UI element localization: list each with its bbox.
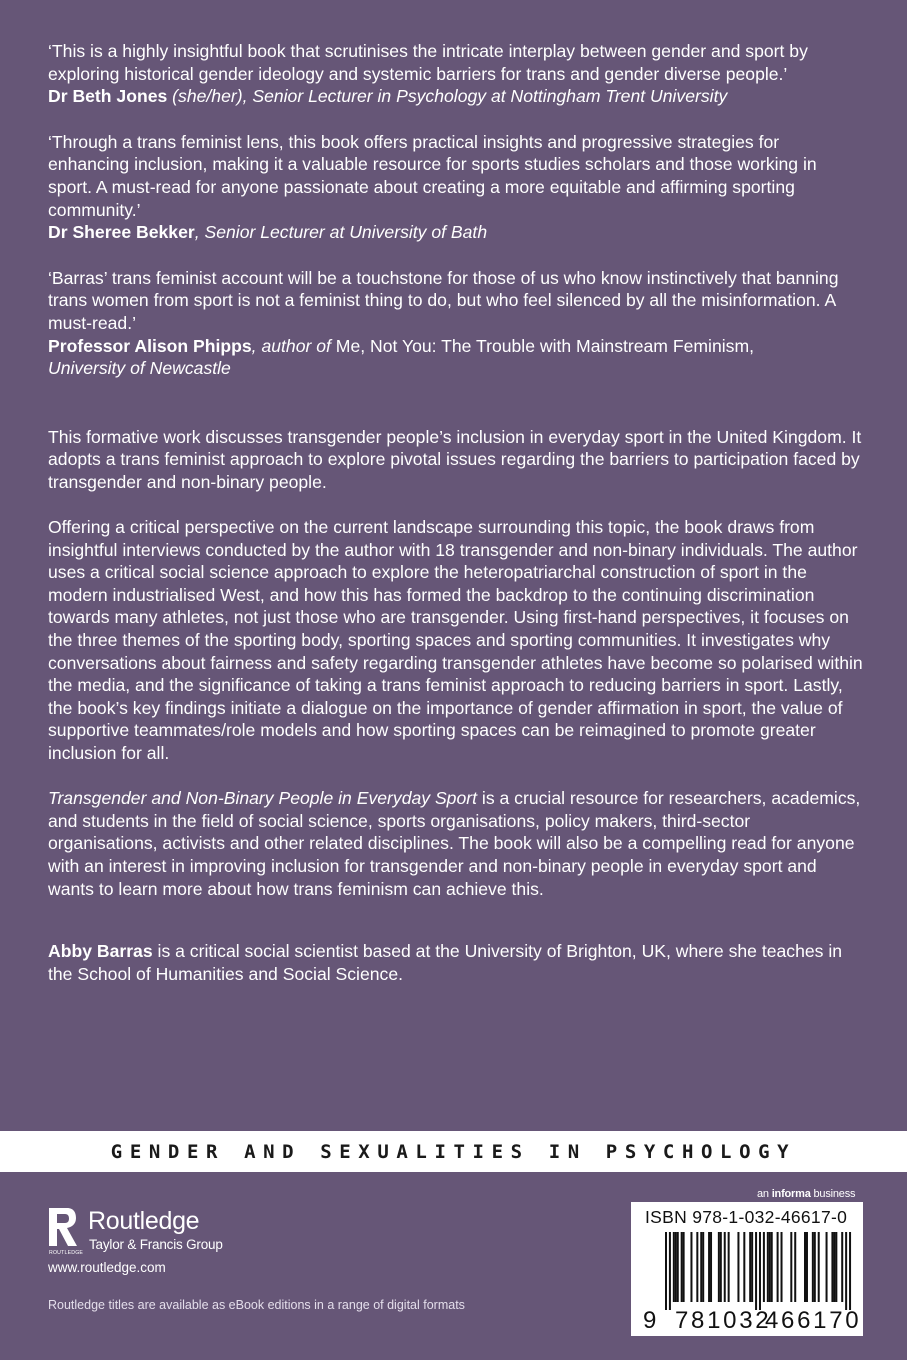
barcode-bar (737, 1232, 739, 1302)
barcode-bar (769, 1232, 771, 1302)
barcode-bar (696, 1232, 698, 1302)
barcode-bar (831, 1232, 833, 1302)
endorsement-attribution (48, 221, 863, 244)
endorsement-attribution (48, 85, 863, 108)
barcode-bar (812, 1232, 814, 1302)
barcode-digits-left: 781032 (675, 1307, 772, 1334)
barcode-bar (675, 1232, 677, 1302)
endorsement-quote: ‘This is a highly insightful book that scrutinises the intricate interplay between gender and sport by exploring historical gender ideology and systemic barriers for trans and gender diverse people.’ (48, 41, 808, 84)
barcode-bar (771, 1232, 773, 1302)
barcode-bar (669, 1232, 671, 1310)
barcode-bar (767, 1232, 769, 1302)
publisher-group: Taylor & Francis Group (89, 1237, 223, 1252)
author-bio-text: is a critical social scientist based at the University of Brighton, UK, where she teaches in the School of Humanities and Social Science. (48, 941, 843, 984)
book-title: Transgender and Non-Binary People in Everyday Sport (48, 788, 478, 809)
informa-suffix: business (810, 1188, 856, 1200)
routledge-logo-icon (46, 1206, 84, 1256)
barcode-bar (718, 1232, 720, 1302)
barcode-bar (759, 1232, 761, 1310)
barcode-bar (814, 1232, 816, 1302)
barcode-digits-right: 466170 (765, 1307, 862, 1334)
series-band (0, 1131, 907, 1172)
endorsement-1 (48, 40, 863, 108)
barcode-bar (677, 1232, 679, 1302)
barcode-bar (835, 1232, 837, 1302)
barcode-bar (804, 1232, 806, 1302)
author-name: Abby Barras (48, 941, 153, 962)
barcode-bar (700, 1232, 702, 1302)
barcode-bar (690, 1232, 692, 1302)
informa-prefix: an (757, 1188, 772, 1200)
endorser-name: Professor Alison Phipps (48, 335, 252, 356)
barcode-digit-first: 9 (643, 1307, 657, 1334)
endorser-name: Dr Beth Jones (48, 86, 168, 107)
barcode-bar (720, 1232, 722, 1302)
barcode-bar (763, 1232, 765, 1302)
barcode-bar (708, 1232, 710, 1302)
barcode-bar (749, 1232, 751, 1302)
barcode-bar (743, 1232, 745, 1302)
informa-brand: informa (771, 1188, 811, 1200)
author-bio (48, 940, 863, 985)
cover-text (48, 40, 863, 985)
ebook-note: Routledge titles are available as eBook editions in a range of digital formats (48, 1298, 465, 1312)
barcode-bar (665, 1232, 667, 1310)
endorser-name: Dr Sheree Bekker (48, 222, 195, 243)
barcode-bar (826, 1232, 828, 1302)
barcode-bar (681, 1232, 683, 1302)
endorsement-quote: ‘Barras’ trans feminist account will be a touchstone for those of us who know instinctively that banning trans women from sport is not a feminist thing to do, but who feel silenced by all the misinformation. A must-read.’ (48, 267, 839, 333)
barcode-bars (665, 1232, 851, 1310)
barcode-bar (833, 1232, 835, 1302)
barcode-bar (755, 1232, 757, 1310)
barcode-bar (710, 1232, 712, 1302)
description-paragraph-2: Offering a critical perspective on the current landscape surrounding this topic, the book draws from insightful interviews conducted by the author with 18 transgender and non-binary individuals. The author uses a critical social science approach to explore the heteropatriarchal construction of sport in the modern industrialised West, and how this has formed the backdrop to the continuing discrimination towards many athletes, not just those who are transgender. Using first-hand perspectives, it focuses on the three themes of the sporting body, sporting spaces and sporting communities. It investigates why conversations about fairness and safety regarding transgender athletes have become so polarised within the media, and the significance of taking a trans feminist approach to reducing barriers in sport. Lastly, the book’s key findings initiate a dialogue on the importance of gender affirmation in sport, the value of supportive teammates/role models and how sporting spaces can be reimagined to promote greater inclusion for all. (48, 517, 863, 764)
publisher-name: Routledge (88, 1207, 200, 1235)
barcode-bar (777, 1232, 779, 1302)
barcode-bar (673, 1232, 675, 1302)
isbn-label: ISBN 978-1-032-46617-0 (645, 1207, 848, 1227)
endorser-affiliation-prefix: , author of (251, 335, 336, 356)
endorsement-2 (48, 131, 863, 244)
barcode-bar (751, 1232, 753, 1302)
publisher-website: www.routledge.com (48, 1260, 166, 1275)
endorsement-3 (48, 267, 863, 380)
barcode-bar (849, 1232, 851, 1310)
barcode-bar (781, 1232, 783, 1302)
logo-mark-text: ROUTLEDGE (49, 1250, 84, 1256)
endorsement-quote: ‘Through a trans feminist lens, this book offers practical insights and progressive strategies for enhancing inclusion, making it a valuable resource for sports studies scholars and those working in sport. A must-read for anyone passionate about creating a more equitable and affirming sporting community.’ (48, 131, 817, 220)
barcode-bar (728, 1232, 730, 1302)
endorser-affiliation: (she/her), Senior Lecturer in Psychology at Nottingham Trent University (167, 86, 728, 107)
barcode-bar (794, 1232, 796, 1302)
publisher-logo (46, 1206, 246, 1256)
barcode-bar (818, 1232, 820, 1302)
endorsement-attribution (48, 335, 863, 358)
barcode-bar (683, 1232, 685, 1302)
informa-tagline (757, 1188, 855, 1201)
description-paragraph-3 (48, 787, 863, 900)
endorser-affiliation: , Senior Lecturer at University of Bath (194, 222, 488, 243)
barcode-bar (724, 1232, 726, 1302)
barcode-bar (806, 1232, 808, 1302)
description-paragraph-3-text: is a crucial resource for researchers, academics, and students in the field of social science, sports organisations, policy makers, third-sector organisations, activists and other related disciplines. The book will also be a compelling read for anyone with an interest in improving inclusion for transgender and non-binary people in everyday sport and wants to learn more about how trans feminism can achieve this. (48, 788, 861, 899)
description-paragraph-1: This formative work discusses transgender people’s inclusion in everyday sport in the United Kingdom. It adopts a trans feminist approach to explore pivotal issues regarding the barriers to participation faced by transgender and non-binary people. (48, 426, 862, 492)
barcode-bar (702, 1232, 704, 1302)
barcode-bar (841, 1232, 843, 1302)
series-title: GENDER AND SEXUALITIES IN PSYCHOLOGY (110, 1140, 797, 1163)
endorser-book-title: Me, Not You: The Trouble with Mainstream Feminism, (335, 335, 754, 356)
endorser-institution: University of Newcastle (48, 358, 231, 379)
barcode-bar (790, 1232, 792, 1302)
barcode-bar (845, 1232, 847, 1310)
isbn-barcode (631, 1202, 863, 1336)
